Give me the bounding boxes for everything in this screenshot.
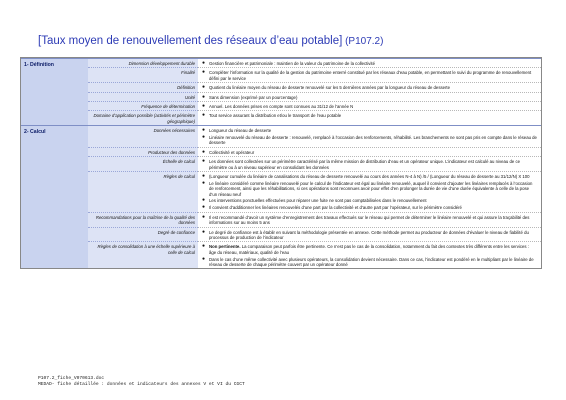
- bullet-item: [202, 135, 537, 146]
- row-label: Fréquence de détermination: [88, 102, 198, 111]
- section-label: 2- Calcul: [21, 126, 88, 269]
- table-row: [21, 212, 541, 227]
- table-row: [21, 157, 541, 172]
- bullet-icon: ●: [202, 60, 206, 66]
- bullet-item: [202, 128, 537, 133]
- row-label: Domaine d’application possible (activités et périmètre géographique): [88, 111, 198, 126]
- bullet-text: Annuel. Les données prises en compte sont connues au 31/12 de l’année N: [209, 104, 354, 110]
- bullet-icon: ●: [202, 255, 206, 262]
- bullet-text: Il convient d’additionner les linéaires renouvelés d’une part par la collectivité et d’autre part par l’opérateur, sur le périmètre considéré: [209, 205, 462, 211]
- row-label: Définition: [88, 83, 198, 92]
- table-row: [21, 68, 541, 83]
- bullet-icon: ●: [202, 173, 206, 180]
- row-label: Finalité: [88, 68, 198, 83]
- bullet-item: [202, 174, 537, 179]
- row-label: Dimension développement durable: [88, 59, 198, 68]
- bullet-icon: ●: [202, 69, 206, 76]
- row-content: [198, 111, 541, 126]
- row-content: [198, 157, 541, 172]
- row-content: [198, 212, 541, 227]
- bullet-text: (Longueur cumulée du linéaire de canalisations du réseau de desserte renouvelé au cours des années N-4 à N) /5 / (Longueur du réseau de desserte au 31/12/N) X 100: [209, 174, 530, 180]
- bullet-icon: ●: [202, 197, 206, 204]
- bullet-icon: ●: [202, 243, 206, 250]
- row-content: [198, 92, 541, 101]
- bullet-text: Le linéaire considéré comme linéaire renouvelé pour le calcul de l’indicateur est égal au linéaire renouvelé, auquel il convient d’ajouter les linéaires remplacés à l’occasion de renforcement, ainsi que les réhabilitations, si ces opérations sont reconnues avoir pour effet d’en prolonger la durée de vie d’une durée équivalente à celle de la pose d’un réseau neuf: [209, 180, 533, 197]
- bullet-icon: ●: [202, 127, 206, 134]
- indicator-sheet: [20, 57, 542, 269]
- row-label: Producteur des données: [88, 147, 198, 156]
- page-title: [38, 35, 383, 47]
- row-content: [198, 147, 541, 156]
- bullet-icon: ●: [202, 103, 206, 110]
- bullet-item: [202, 113, 537, 118]
- bullet-icon: ●: [202, 93, 206, 100]
- bullet-text: Tout service assurant la distribution et/ou le transport de l’eau potable: [209, 113, 342, 119]
- row-content: [198, 242, 541, 269]
- document-footer: [38, 376, 245, 387]
- row-label: Règles de consolidation à une échelle supérieure à celle de calcul: [88, 242, 198, 269]
- row-label: Règles de calcul: [88, 172, 198, 213]
- table-row: [21, 59, 541, 68]
- row-content: [198, 126, 541, 148]
- table-row: [21, 102, 541, 111]
- bullet-item: [202, 70, 537, 81]
- bullet-icon: ●: [202, 213, 206, 220]
- table-row: [21, 92, 541, 101]
- bullet-text: Linéaire renouvelé du réseau de desserte : renouvelé, remplacé à l’occasion des renforcements, réhabilité. Les branchements ne sont pas pris en compte dans le réseau de desserte: [209, 135, 537, 146]
- bullet-item: [202, 230, 537, 241]
- indicator-table: [21, 58, 541, 268]
- bullet-text: Non pertinente. La comparaison peut parfois être pertinente. Ce n’est pas le cas de la consolidation, notamment du fait des contextes très différents entre les services : âge du réseau, matériaux, qualité de l’eau: [209, 244, 529, 255]
- bullet-text: Quotient du linéaire moyen du réseau de desserte renouvelé sur les 5 dernières années par la longueur du réseau de desserte: [209, 85, 451, 91]
- bullet-text: Compléter l’information sur la qualité de la gestion du patrimoine enterré constitué par les réseaux d’eau potable, en permettant le suivi du programme de renouvellement défini par le service: [209, 70, 532, 81]
- indicator-code: (P107.2): [342, 36, 384, 47]
- bullet-item: [202, 198, 537, 203]
- bullet-icon: ●: [202, 204, 206, 211]
- bullet-item: [202, 85, 537, 90]
- row-label: Données nécessaires: [88, 126, 198, 148]
- bullet-text: Il est recommandé d’avoir un système d’enregistrement des travaux effectués sur le réseau qui permet de déterminer le linéaire renouvelé et qui assure la traçabilité des informations sur au moins 5 ans: [209, 214, 530, 226]
- row-content: [198, 102, 541, 111]
- footer-filename: P107.2_fiche_V070613.doc: [38, 376, 105, 381]
- row-label: Recommandations pour la maîtrise de la qualité des données: [88, 212, 198, 227]
- bullet-icon: ●: [202, 84, 206, 91]
- bullet-icon: ●: [202, 158, 206, 165]
- row-content: [198, 68, 541, 83]
- footer-source: MEDAD- fiche détaillée : données et indicateurs des annexes V et VI du CGCT: [38, 381, 245, 387]
- bullet-icon: ●: [202, 148, 206, 155]
- row-label: Unité: [88, 92, 198, 101]
- bullet-text: Les interventions ponctuelles effectuées pour réparer une fuite ne sont pas comptabilisées dans le renouvellement: [209, 198, 427, 204]
- bullet-text: Le degré de confiance est à établir en suivant la méthodologie présentée en annexe. Cette méthode permet au producteur de données d’évaluer le niveau de fiabilité du processus de production de l’indicateur: [209, 229, 529, 240]
- bullet-text: Les données sont collectées sur un périmètre caractérisé par la même mission de distribution d’eau et un opérateur unique. L’indicateur est calculé au niveau de ce périmètre ou à un niveau supérieur en consolidant les données: [209, 159, 520, 170]
- bullet-item: [202, 215, 537, 226]
- bullet-item: [202, 95, 537, 100]
- section-label: 1- Définition: [21, 59, 88, 126]
- table-row: [21, 242, 541, 269]
- row-content: [198, 59, 541, 68]
- bullet-item: [202, 150, 537, 155]
- page-title-main: [Taux moyen de renouvellement des réseaux d’eau potable]: [38, 35, 343, 47]
- bullet-icon: ●: [202, 134, 206, 141]
- bullet-text: Dans le cas d’une même collectivité avec plusieurs opérateurs, la consolidation devient nécessaire. Dans ce cas, l’indicateur est pondéré en le multipliant par le linéaire de réseau de desserte de chaque périmètre couvert par un opérateur donné: [209, 256, 534, 267]
- bullet-item: [202, 205, 537, 210]
- row-label: Degré de confiance: [88, 227, 198, 242]
- table-row: [21, 83, 541, 92]
- bullet-item: [202, 104, 537, 109]
- row-content: [198, 83, 541, 92]
- bullet-item: [202, 244, 537, 255]
- row-label: Échelle de calcul: [88, 157, 198, 172]
- bullet-item: [202, 181, 537, 197]
- bullet-item: [202, 61, 537, 66]
- table-row: [21, 147, 541, 156]
- row-content: [198, 227, 541, 242]
- bullet-icon: ●: [202, 112, 206, 119]
- table-row: [21, 227, 541, 242]
- table-row: [21, 111, 541, 126]
- bullet-text: Longueur du réseau de desserte: [209, 128, 272, 134]
- bullet-icon: ●: [202, 179, 206, 186]
- bullet-text: Gestion financière et patrimoniale : maintien de la valeur du patrimoine de la collectivité: [209, 61, 375, 66]
- bullet-item: [202, 257, 537, 268]
- table-row: [21, 126, 541, 148]
- bullet-text: Sans dimension (exprimé par un pourcentage): [209, 94, 298, 100]
- bullet-icon: ●: [202, 228, 206, 235]
- bullet-text: Collectivité et opérateur: [209, 149, 255, 155]
- table-row: [21, 172, 541, 213]
- row-content: [198, 172, 541, 213]
- bullet-item: [202, 159, 537, 170]
